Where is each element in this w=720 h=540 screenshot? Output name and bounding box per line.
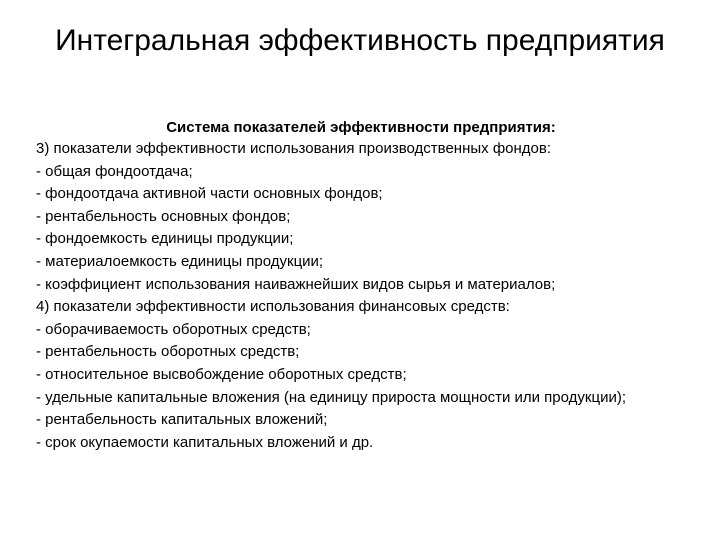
list-item: 3) показатели эффективности использования производственных фондов: [36, 140, 552, 157]
list-item: - общая фондоотдача; [36, 162, 193, 180]
list-item: - фондоемкость единицы продукции; [36, 230, 294, 248]
list-item: 4) показатели эффективности использования финансовых средств: [36, 298, 510, 316]
list-item: - фондоотдача активной части основных фондов; [36, 185, 383, 203]
list-item: - коэффициент использования наиважнейших видов сырья и материалов; [36, 275, 556, 293]
list-item: - рентабельность основных фондов; [36, 207, 291, 225]
slide-subtitle: Система показателей эффективности предприятия: [166, 119, 556, 136]
list-item: - оборачиваемость оборотных средств; [36, 320, 311, 338]
list-item: - рентабельность капитальных вложений; [36, 411, 328, 429]
list-item: - материалоемкость единицы продукции; [36, 252, 324, 270]
list-item: - удельные капитальные вложения (на единицу прироста мощности или продукции); [36, 388, 626, 406]
list-item: - рентабельность оборотных средств; [36, 343, 300, 361]
slide-title: Интегральная эффективность предприятия [55, 24, 665, 57]
list-item: - срок окупаемости капитальных вложений и др. [36, 433, 374, 451]
list-item: - относительное высвобождение оборотных средств; [36, 365, 407, 383]
slide-content [36, 118, 686, 456]
indicator-list [36, 140, 686, 451]
